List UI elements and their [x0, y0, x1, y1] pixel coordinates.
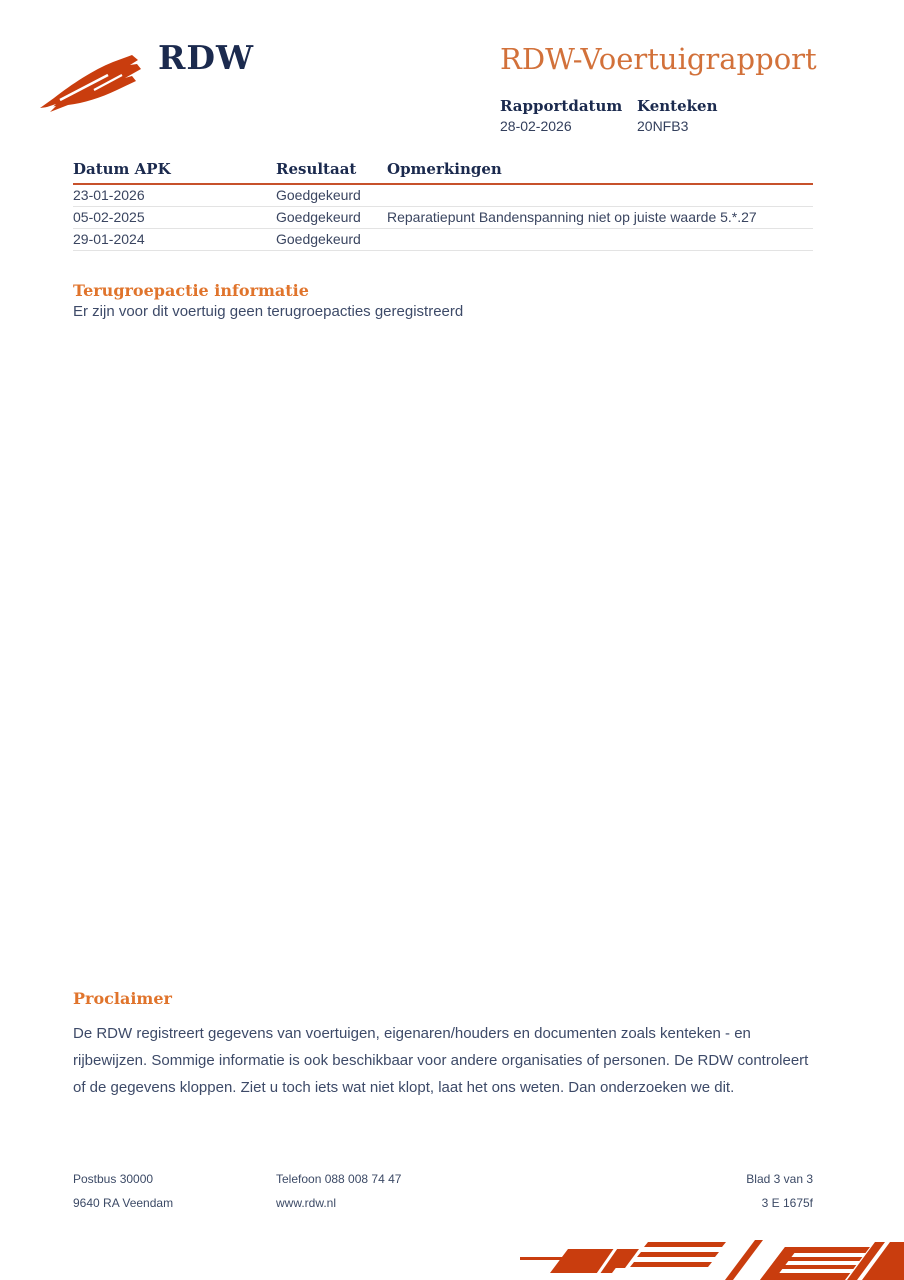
- apk-table-body: [73, 184, 813, 251]
- apk-cell-resultaat: Goedgekeurd: [276, 207, 387, 229]
- apk-cell-resultaat: Goedgekeurd: [276, 184, 387, 207]
- apk-cell-datum: 29-01-2024: [73, 229, 276, 251]
- apk-cell-datum: 05-02-2025: [73, 207, 276, 229]
- rdw-feather-icon: [38, 52, 148, 116]
- footer-city: 9640 RA Veendam: [73, 1196, 174, 1210]
- footer-doc-code: 3 E 1675f: [761, 1196, 813, 1210]
- license-plate-label: Kenteken: [637, 97, 718, 115]
- proclaimer-body: De RDW registreert gegevens van voertuigen, eigenaren/houders en documenten zoals kenteken - en rijbewijzen. Sommige informatie is ook beschikbaar voor andere organisaties of personen. De RDW controleert of de gegevens kloppen. Ziet u toch iets wat niet klopt, laat het ons weten. Dan onderzoeken we dit.: [73, 1025, 809, 1096]
- apk-cell-resultaat: Goedgekeurd: [276, 229, 387, 251]
- column-header-opmerkingen: Opmerkingen: [387, 158, 813, 184]
- report-title: RDW-Voertuigrapport: [500, 42, 817, 76]
- rdw-speed-stripes-graphic: [520, 1240, 904, 1280]
- footer-phone: Telefoon 088 008 74 47: [276, 1172, 402, 1186]
- apk-table-row: [73, 184, 813, 207]
- recall-section-body: Er zijn voor dit voertuig geen terugroepacties geregistreerd: [73, 303, 464, 320]
- apk-cell-opmerkingen: Reparatiepunt Bandenspanning niet op juiste waarde 5.*.27: [387, 207, 813, 229]
- apk-history-table: [73, 158, 813, 251]
- license-plate-value: 20NFB3: [637, 118, 689, 134]
- rdw-logo-text: RDW: [158, 38, 255, 77]
- column-header-resultaat: Resultaat: [276, 158, 387, 184]
- footer-page-info: Blad 3 van 3: [746, 1172, 813, 1186]
- apk-table-row: [73, 207, 813, 229]
- proclaimer-heading: Proclaimer: [73, 989, 172, 1008]
- report-date-value: 28-02-2026: [500, 118, 572, 134]
- apk-cell-opmerkingen: [387, 229, 813, 251]
- apk-cell-opmerkingen: [387, 184, 813, 207]
- apk-cell-datum: 23-01-2026: [73, 184, 276, 207]
- footer-postbus: Postbus 30000: [73, 1172, 154, 1186]
- recall-section-heading: Terugroepactie informatie: [73, 281, 309, 300]
- apk-table-row: [73, 229, 813, 251]
- apk-table-header-row: [73, 158, 813, 184]
- column-header-datum-apk: Datum APK: [73, 158, 276, 184]
- footer-website: www.rdw.nl: [276, 1196, 337, 1210]
- report-date-label: Rapportdatum: [500, 97, 623, 115]
